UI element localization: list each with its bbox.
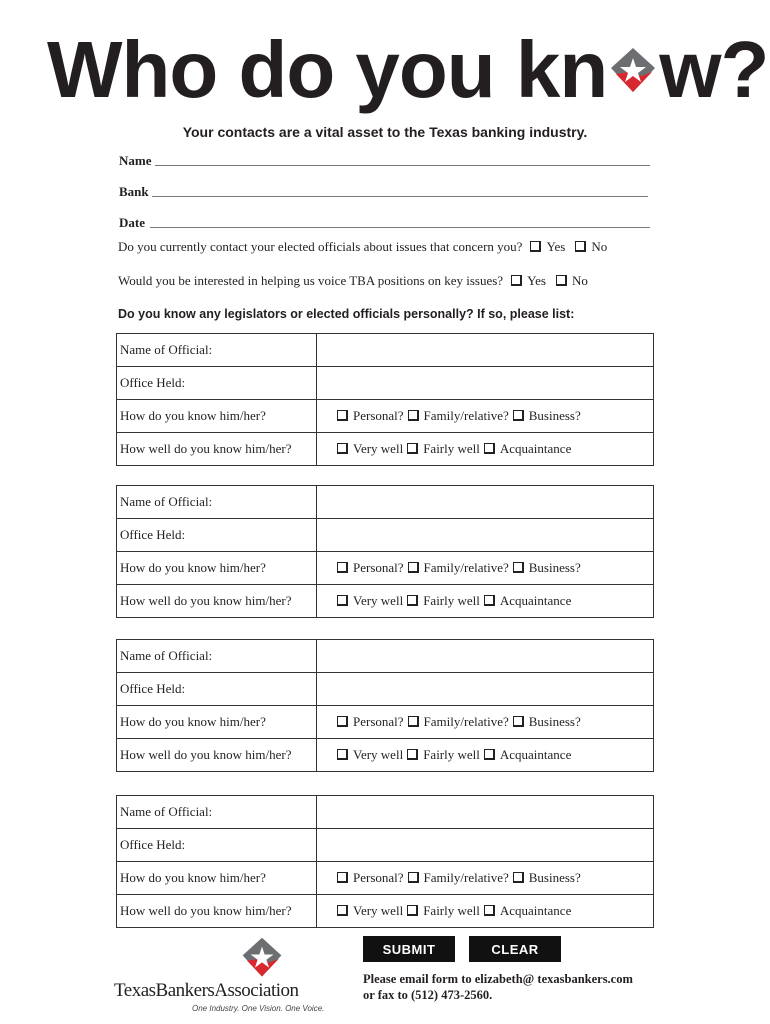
acquaintance-label: Acquaintance (499, 747, 572, 762)
how-know-options (317, 552, 654, 585)
how-know-label: How do you know him/her? (117, 400, 317, 433)
fairly-well-checkbox[interactable] (407, 749, 418, 760)
table-row (117, 673, 654, 706)
acquaintance-label: Acquaintance (499, 903, 572, 918)
table-row (117, 796, 654, 829)
table-row (117, 433, 654, 466)
official-name-input[interactable] (317, 334, 654, 367)
subheading: Your contacts are a vital asset to the Texas banking industry. (182, 124, 588, 140)
very-well-checkbox[interactable] (337, 905, 348, 916)
fairly-well-label: Fairly well (423, 441, 480, 456)
how-well-label: How well do you know him/her? (117, 739, 317, 772)
table-row (117, 895, 654, 928)
table-row (117, 519, 654, 552)
fairly-well-label: Fairly well (423, 747, 480, 762)
bank-line[interactable] (152, 196, 648, 197)
family-label: Family/relative? (423, 714, 509, 729)
date-field[interactable] (119, 215, 650, 231)
table-row (117, 400, 654, 433)
footer-fax-line: or fax to (512) 473-2560. (363, 988, 493, 1002)
no-checkbox[interactable] (556, 275, 567, 286)
official-name-input[interactable] (317, 640, 654, 673)
fairly-well-checkbox[interactable] (407, 443, 418, 454)
how-well-options (317, 895, 654, 928)
family-label: Family/relative? (423, 408, 509, 423)
office-held-label: Office Held: (117, 829, 317, 862)
business-checkbox[interactable] (513, 716, 524, 727)
date-line[interactable] (150, 227, 650, 228)
list-prompt: Do you know any legislators or elected officials personally? If so, please list: (118, 307, 575, 321)
headline (47, 25, 769, 114)
business-checkbox[interactable] (513, 410, 524, 421)
how-know-label: How do you know him/her? (117, 552, 317, 585)
name-label: Name (119, 153, 152, 168)
acquaintance-checkbox[interactable] (484, 749, 495, 760)
how-well-label: How well do you know him/her? (117, 895, 317, 928)
yes-label: Yes (546, 239, 566, 254)
name-field[interactable] (119, 153, 650, 169)
acquaintance-label: Acquaintance (499, 593, 572, 608)
fairly-well-checkbox[interactable] (407, 595, 418, 606)
business-label: Business? (528, 408, 581, 423)
table-row (117, 585, 654, 618)
personal-checkbox[interactable] (337, 410, 348, 421)
fairly-well-checkbox[interactable] (407, 905, 418, 916)
how-know-options (317, 706, 654, 739)
table-row (117, 706, 654, 739)
personal-label: Personal? (353, 408, 404, 423)
how-know-options (317, 400, 654, 433)
no-checkbox[interactable] (575, 241, 586, 252)
star-logo-icon (607, 28, 659, 112)
tba-logo (114, 936, 324, 1020)
table-row (117, 640, 654, 673)
business-checkbox[interactable] (513, 562, 524, 573)
table-row (117, 334, 654, 367)
very-well-checkbox[interactable] (337, 443, 348, 454)
official-name-label: Name of Official: (117, 796, 317, 829)
office-held-label: Office Held: (117, 519, 317, 552)
yes-checkbox[interactable] (511, 275, 522, 286)
headline-part1: Who do you kn (47, 25, 608, 114)
question-voice-positions (118, 273, 588, 289)
family-checkbox[interactable] (408, 716, 419, 727)
table-row (117, 486, 654, 519)
personal-checkbox[interactable] (337, 562, 348, 573)
office-held-label: Office Held: (117, 673, 317, 706)
personal-checkbox[interactable] (337, 716, 348, 727)
acquaintance-label: Acquaintance (499, 441, 572, 456)
how-well-options (317, 585, 654, 618)
official-table-1 (116, 333, 654, 466)
headline-part2: w? (659, 25, 769, 114)
official-name-label: Name of Official: (117, 486, 317, 519)
tba-tagline: One Industry. One Vision. One Voice. (192, 1004, 325, 1013)
question-text: Would you be interested in helping us voice TBA positions on key issues? (118, 273, 504, 288)
table-row (117, 552, 654, 585)
question-contact-officials (118, 239, 607, 255)
clear-button[interactable]: CLEAR (469, 936, 561, 962)
fairly-well-label: Fairly well (423, 593, 480, 608)
tba-star-icon (240, 936, 284, 980)
yes-checkbox[interactable] (530, 241, 541, 252)
very-well-label: Very well (353, 593, 404, 608)
family-checkbox[interactable] (408, 410, 419, 421)
question-text: Do you currently contact your elected officials about issues that concern you? (118, 239, 523, 254)
how-well-options (317, 433, 654, 466)
family-checkbox[interactable] (408, 872, 419, 883)
how-know-options (317, 862, 654, 895)
footer-note (363, 971, 633, 1003)
office-held-label: Office Held: (117, 367, 317, 400)
no-label: No (591, 239, 608, 254)
table-row (117, 739, 654, 772)
yes-label: Yes (527, 273, 546, 288)
very-well-label: Very well (353, 441, 404, 456)
bank-field[interactable] (119, 184, 648, 200)
business-label: Business? (528, 560, 581, 575)
tba-name: TexasBankersAssociation (114, 980, 299, 1001)
official-name-input[interactable] (317, 486, 654, 519)
how-well-options (317, 739, 654, 772)
office-held-input[interactable] (317, 367, 654, 400)
official-table-2 (116, 485, 654, 618)
very-well-label: Very well (353, 903, 404, 918)
how-know-label: How do you know him/her? (117, 706, 317, 739)
office-held-input[interactable] (317, 519, 654, 552)
acquaintance-checkbox[interactable] (484, 443, 495, 454)
family-label: Family/relative? (423, 560, 509, 575)
official-name-label: Name of Official: (117, 640, 317, 673)
personal-label: Personal? (353, 870, 404, 885)
acquaintance-checkbox[interactable] (484, 905, 495, 916)
family-label: Family/relative? (423, 870, 509, 885)
personal-checkbox[interactable] (337, 872, 348, 883)
personal-label: Personal? (353, 560, 404, 575)
table-row (117, 829, 654, 862)
official-name-label: Name of Official: (117, 334, 317, 367)
official-name-input[interactable] (317, 796, 654, 829)
how-know-label: How do you know him/her? (117, 862, 317, 895)
office-held-input[interactable] (317, 829, 654, 862)
name-line[interactable] (155, 165, 650, 166)
no-label: No (571, 273, 588, 288)
acquaintance-checkbox[interactable] (484, 595, 495, 606)
official-table-3 (116, 639, 654, 772)
very-well-label: Very well (353, 747, 404, 762)
business-checkbox[interactable] (513, 872, 524, 883)
official-table-4 (116, 795, 654, 928)
very-well-checkbox[interactable] (337, 749, 348, 760)
office-held-input[interactable] (317, 673, 654, 706)
table-row (117, 862, 654, 895)
date-label: Date (119, 215, 145, 230)
business-label: Business? (528, 714, 581, 729)
fairly-well-label: Fairly well (423, 903, 480, 918)
personal-label: Personal? (353, 714, 404, 729)
submit-button[interactable]: SUBMIT (363, 936, 455, 962)
bank-label: Bank (119, 184, 149, 199)
table-row (117, 367, 654, 400)
how-well-label: How well do you know him/her? (117, 585, 317, 618)
footer-email-line: Please email form to elizabeth@ texasbankers.com (363, 972, 633, 986)
how-well-label: How well do you know him/her? (117, 433, 317, 466)
business-label: Business? (528, 870, 581, 885)
very-well-checkbox[interactable] (337, 595, 348, 606)
family-checkbox[interactable] (408, 562, 419, 573)
